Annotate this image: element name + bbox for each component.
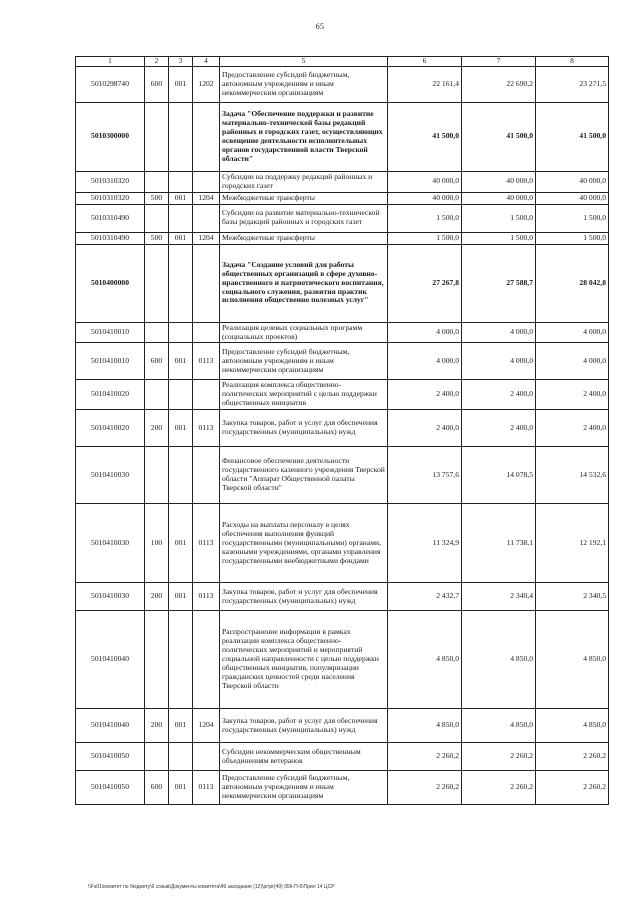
- cell-amount-year2: 40 000,0: [462, 171, 536, 192]
- cell-expense-type: 200: [145, 709, 169, 743]
- cell-amount-year1: 2 432,7: [388, 583, 462, 611]
- cell-amount-year3: 14 532,6: [536, 447, 609, 504]
- cell-amount-year2: 2 340,4: [462, 583, 536, 611]
- cell-amount-year1: 27 267,8: [388, 244, 462, 322]
- footer-file-path: \\Fs01\комитет по бюджету\6 созыв\Документы комитета\49 заседание (12)\pr\pr(49) 956-П-6\Прил 14 ЦСР: [88, 884, 335, 890]
- cell-name: Задача "Обеспечение поддержки и развитие материально-технической базы редакций районных и городских газет, осуществляющих освещение деятельности исполнительных органов государственной власти Тверской области": [220, 102, 388, 171]
- cell-amount-year1: 2 400,0: [388, 410, 462, 447]
- cell-expense-type: [145, 447, 169, 504]
- cell-amount-year3: 2 400,0: [536, 380, 609, 410]
- cell-subsection: [193, 447, 220, 504]
- cell-code: 5010310320: [76, 171, 145, 192]
- column-header: 4: [193, 57, 220, 67]
- cell-section: [169, 611, 193, 709]
- cell-section: 001: [169, 504, 193, 583]
- cell-amount-year2: 2 260,2: [462, 771, 536, 805]
- cell-subsection: [193, 244, 220, 322]
- table-row: [76, 244, 609, 322]
- column-header: 1: [76, 57, 145, 67]
- cell-expense-type: 200: [145, 410, 169, 447]
- header-row: [76, 57, 609, 67]
- cell-amount-year1: 40 000,0: [388, 192, 462, 204]
- cell-amount-year1: 11 324,9: [388, 504, 462, 583]
- cell-name: Финансовое обеспечение деятельности государственного казенного учреждения Тверской области "Аппарат Общественной палаты Тверской области": [220, 447, 388, 504]
- cell-section: [169, 244, 193, 322]
- cell-name: Межбюджетные трансферты: [220, 232, 388, 244]
- table-row: [76, 380, 609, 410]
- cell-section: 001: [169, 709, 193, 743]
- cell-name: Закупка товаров, работ и услуг для обеспечения государственных (муниципальных) нужд: [220, 709, 388, 743]
- cell-amount-year1: 40 000,0: [388, 171, 462, 192]
- cell-section: [169, 447, 193, 504]
- table-row: [76, 410, 609, 447]
- cell-amount-year2: 2 260,2: [462, 743, 536, 771]
- cell-amount-year2: 2 400,0: [462, 380, 536, 410]
- table-row: [76, 583, 609, 611]
- cell-amount-year3: 4 000,0: [536, 322, 609, 343]
- cell-code: 5010410030: [76, 447, 145, 504]
- cell-name: Предоставление субсидий бюджетным, автономным учреждениям и иным некоммерческим организациям: [220, 66, 388, 102]
- cell-amount-year3: 1 500,0: [536, 204, 609, 232]
- cell-subsection: [193, 743, 220, 771]
- cell-amount-year2: 14 078,5: [462, 447, 536, 504]
- cell-amount-year1: 2 260,2: [388, 771, 462, 805]
- cell-amount-year1: 4 000,0: [388, 343, 462, 380]
- cell-section: [169, 322, 193, 343]
- cell-expense-type: 500: [145, 192, 169, 204]
- cell-amount-year2: 4 850,0: [462, 709, 536, 743]
- cell-amount-year3: 2 400,0: [536, 410, 609, 447]
- cell-subsection: [193, 322, 220, 343]
- cell-code: 5010410010: [76, 322, 145, 343]
- cell-expense-type: 600: [145, 343, 169, 380]
- cell-name: Реализация комплекса общественно-политических мероприятий с целью поддержки общественных инициатив: [220, 380, 388, 410]
- table-row: [76, 171, 609, 192]
- budget-table: [75, 56, 609, 805]
- cell-amount-year3: 40 000,0: [536, 171, 609, 192]
- table-row: [76, 66, 609, 102]
- cell-amount-year3: 1 500,0: [536, 232, 609, 244]
- table-row: [76, 743, 609, 771]
- cell-expense-type: [145, 171, 169, 192]
- cell-code: 5010410040: [76, 709, 145, 743]
- cell-expense-type: [145, 204, 169, 232]
- cell-name: Распространение информации в рамках реализации комплекса общественно-политических мероприятий и мероприятий социальной направленности с целью поддержки общественных инициатив, популяризации гражданских ценностей среди населения Тверской области: [220, 611, 388, 709]
- table-row: [76, 504, 609, 583]
- cell-amount-year1: 1 500,0: [388, 204, 462, 232]
- cell-amount-year3: 2 340,5: [536, 583, 609, 611]
- cell-code: 5010410050: [76, 771, 145, 805]
- cell-subsection: [193, 380, 220, 410]
- cell-expense-type: [145, 322, 169, 343]
- cell-expense-type: 200: [145, 583, 169, 611]
- table-row: [76, 447, 609, 504]
- cell-amount-year2: 1 500,0: [462, 204, 536, 232]
- cell-subsection: 0113: [193, 343, 220, 380]
- cell-section: [169, 380, 193, 410]
- table-row: [76, 232, 609, 244]
- cell-amount-year3: 2 260,2: [536, 771, 609, 805]
- cell-name: Задача "Создание условий для работы общественных организаций в сфере духовно-нравственного и патриотического воспитания, социального служения, развития практик исполнения общественно полезных услуг": [220, 244, 388, 322]
- cell-amount-year2: 1 500,0: [462, 232, 536, 244]
- cell-code: 5010310490: [76, 232, 145, 244]
- table-row: [76, 709, 609, 743]
- cell-amount-year1: 4 850,0: [388, 709, 462, 743]
- cell-amount-year3: 28 042,8: [536, 244, 609, 322]
- cell-code: 5010298740: [76, 66, 145, 102]
- cell-amount-year1: 2 400,0: [388, 380, 462, 410]
- column-header: 5: [220, 57, 388, 67]
- cell-amount-year2: 11 738,1: [462, 504, 536, 583]
- cell-section: [169, 171, 193, 192]
- column-header: 2: [145, 57, 169, 67]
- cell-subsection: 0113: [193, 504, 220, 583]
- cell-code: 5010410050: [76, 743, 145, 771]
- cell-section: 001: [169, 232, 193, 244]
- cell-expense-type: 600: [145, 66, 169, 102]
- cell-expense-type: 100: [145, 504, 169, 583]
- cell-subsection: 1204: [193, 192, 220, 204]
- table-row: [76, 771, 609, 805]
- cell-code: 5010400000: [76, 244, 145, 322]
- column-header: 7: [462, 57, 536, 67]
- cell-name: Закупка товаров, работ и услуг для обеспечения государственных (муниципальных) нужд: [220, 583, 388, 611]
- cell-code: 5010410020: [76, 380, 145, 410]
- cell-subsection: 1204: [193, 232, 220, 244]
- table-row: [76, 343, 609, 380]
- cell-amount-year3: 41 500,0: [536, 102, 609, 171]
- cell-code: 5010410030: [76, 504, 145, 583]
- cell-amount-year2: 4 000,0: [462, 322, 536, 343]
- cell-expense-type: [145, 611, 169, 709]
- cell-section: [169, 204, 193, 232]
- cell-code: 5010310320: [76, 192, 145, 204]
- cell-amount-year1: 1 500,0: [388, 232, 462, 244]
- cell-section: 001: [169, 583, 193, 611]
- cell-name: Субсидии на развитие материально-технической базы редакций районных и городских газет: [220, 204, 388, 232]
- cell-section: [169, 102, 193, 171]
- table-row: [76, 204, 609, 232]
- cell-amount-year1: 2 260,2: [388, 743, 462, 771]
- table-row: [76, 322, 609, 343]
- cell-amount-year2: 4 000,0: [462, 343, 536, 380]
- cell-code: 5010300000: [76, 102, 145, 171]
- cell-subsection: 1204: [193, 709, 220, 743]
- cell-amount-year3: 2 260,2: [536, 743, 609, 771]
- cell-amount-year2: 2 400,0: [462, 410, 536, 447]
- cell-amount-year2: 4 850,0: [462, 611, 536, 709]
- cell-subsection: 0113: [193, 771, 220, 805]
- cell-expense-type: [145, 380, 169, 410]
- cell-subsection: [193, 171, 220, 192]
- cell-amount-year1: 4 850,0: [388, 611, 462, 709]
- cell-amount-year3: 4 850,0: [536, 709, 609, 743]
- cell-code: 5010410040: [76, 611, 145, 709]
- cell-amount-year1: 4 000,0: [388, 322, 462, 343]
- cell-amount-year2: 27 588,7: [462, 244, 536, 322]
- cell-amount-year2: 40 000,0: [462, 192, 536, 204]
- cell-expense-type: 600: [145, 771, 169, 805]
- cell-name: Межбюджетные трансферты: [220, 192, 388, 204]
- cell-expense-type: [145, 244, 169, 322]
- cell-amount-year3: 23 271,5: [536, 66, 609, 102]
- cell-expense-type: [145, 102, 169, 171]
- cell-expense-type: [145, 743, 169, 771]
- column-header: 6: [388, 57, 462, 67]
- cell-code: 5010410020: [76, 410, 145, 447]
- table-row: [76, 102, 609, 171]
- cell-amount-year3: 12 192,1: [536, 504, 609, 583]
- cell-subsection: [193, 204, 220, 232]
- cell-subsection: [193, 102, 220, 171]
- cell-code: 5010310490: [76, 204, 145, 232]
- cell-name: Субсидии некоммерческим общественным объединениям ветеранов: [220, 743, 388, 771]
- cell-name: Закупка товаров, работ и услуг для обеспечения государственных (муниципальных) нужд: [220, 410, 388, 447]
- table-body: [76, 66, 609, 805]
- cell-section: 001: [169, 66, 193, 102]
- cell-amount-year1: 41 500,0: [388, 102, 462, 171]
- cell-code: 5010410010: [76, 343, 145, 380]
- cell-name: Предоставление субсидий бюджетным, автономным учреждениям и иным некоммерческим организациям: [220, 771, 388, 805]
- cell-amount-year2: 22 690,2: [462, 66, 536, 102]
- column-header: 8: [536, 57, 609, 67]
- cell-amount-year2: 41 500,0: [462, 102, 536, 171]
- cell-subsection: 0113: [193, 410, 220, 447]
- table-row: [76, 611, 609, 709]
- page-number: 65: [315, 22, 325, 31]
- cell-name: Предоставление субсидий бюджетным, автономным учреждениям и иным некоммерческим организациям: [220, 343, 388, 380]
- cell-section: 001: [169, 771, 193, 805]
- cell-section: 001: [169, 343, 193, 380]
- cell-subsection: 0113: [193, 583, 220, 611]
- cell-name: Субсидии на поддержку редакций районных и городских газет: [220, 171, 388, 192]
- cell-expense-type: 500: [145, 232, 169, 244]
- cell-code: 5010410030: [76, 583, 145, 611]
- column-header: 3: [169, 57, 193, 67]
- cell-amount-year1: 13 757,6: [388, 447, 462, 504]
- cell-amount-year3: 40 000,0: [536, 192, 609, 204]
- cell-section: [169, 743, 193, 771]
- cell-section: 001: [169, 410, 193, 447]
- cell-name: Реализация целевых социальных программ (социальных проектов): [220, 322, 388, 343]
- cell-amount-year3: 4 000,0: [536, 343, 609, 380]
- cell-subsection: [193, 611, 220, 709]
- cell-amount-year1: 22 161,4: [388, 66, 462, 102]
- cell-amount-year3: 4 850,0: [536, 611, 609, 709]
- cell-subsection: 1202: [193, 66, 220, 102]
- cell-section: 001: [169, 192, 193, 204]
- cell-name: Расходы на выплаты персоналу в целях обеспечения выполнения функций государственными (муниципальными) органами, казенными учреждениями, органами управления государственными внебюджетными фондами: [220, 504, 388, 583]
- table-row: [76, 192, 609, 204]
